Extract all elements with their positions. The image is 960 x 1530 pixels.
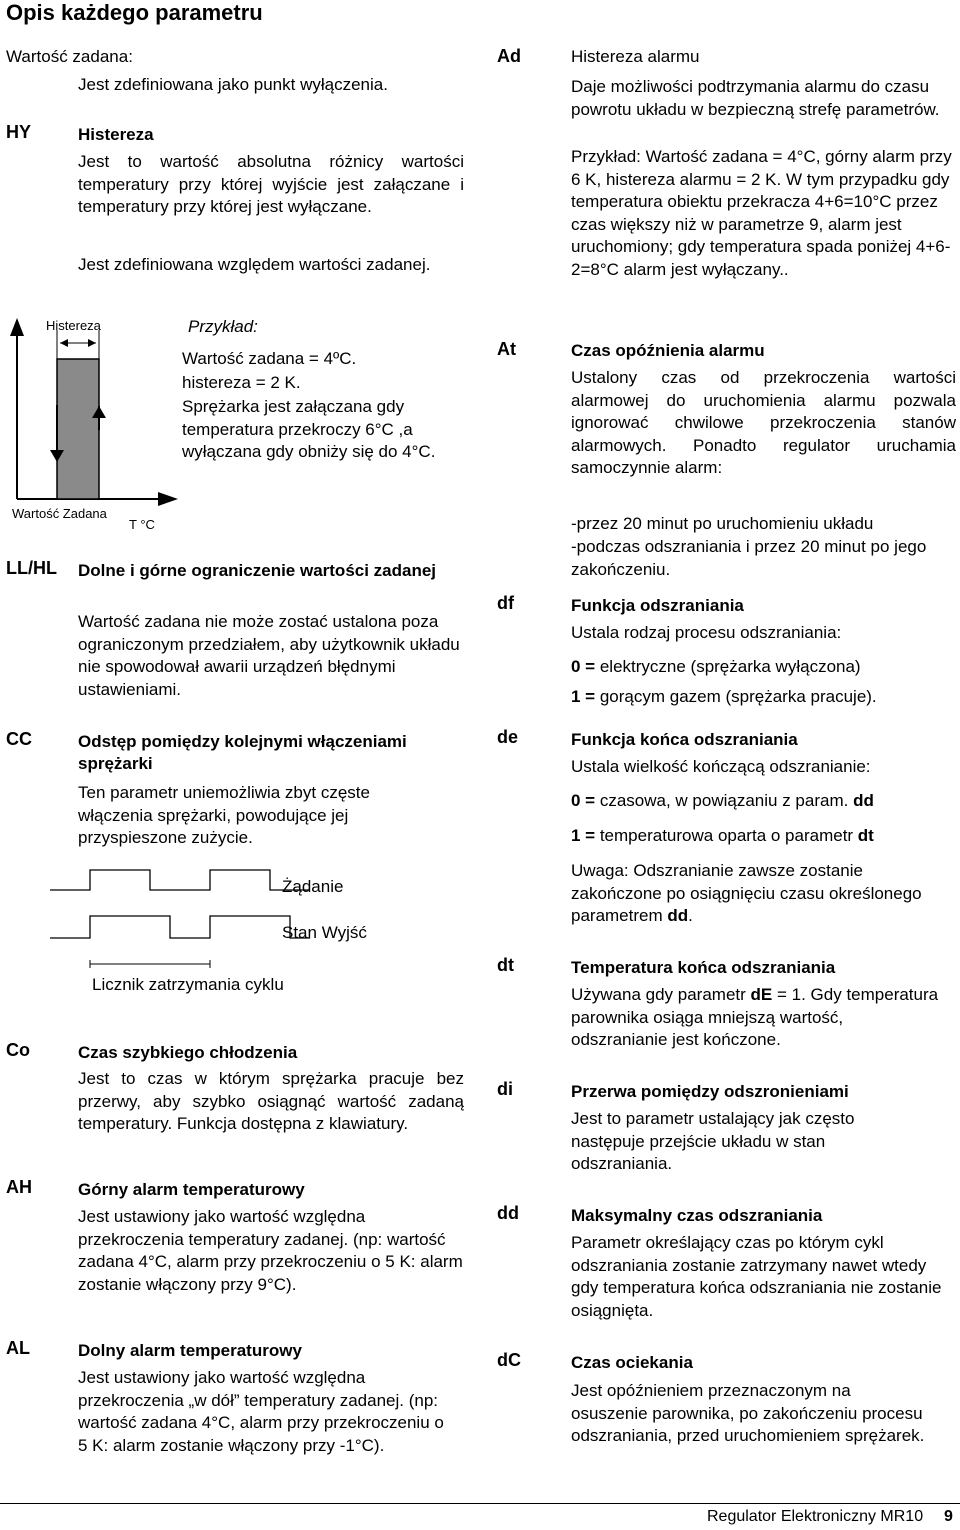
df-option-0-text: elektryczne (sprężarka wyłączona)	[595, 657, 861, 676]
di-key: di	[497, 1079, 513, 1099]
de-note-end: .	[688, 906, 693, 925]
de-desc: Ustala wielkość kończącą odszranianie:	[571, 757, 871, 776]
de-option-1-param: dt	[857, 826, 874, 845]
timing-label-output: Stan Wyjść	[282, 923, 367, 942]
ad-desc: Daje możliwości podtrzymania alarmu do czasu powrotu układu w bezpieczną strefę parametrów.	[571, 77, 940, 119]
example-line-1: Wartość zadana = 4ºC.	[182, 349, 357, 368]
al-desc: Jest ustawiony jako wartość względna przekroczenia „w dół” temperatury zadanej. (np: wartość zadana 4°C, alarm przy przekroczeniu o 5 K: alarm zostanie włączony przy -1°C).	[78, 1368, 444, 1455]
example-line-2: histereza = 2 K.	[182, 373, 301, 392]
at-item-1: -przez 20 minut po uruchomieniu układu	[571, 514, 874, 533]
ad-key: Ad	[497, 46, 521, 66]
df-option-1-code: 1 =	[571, 687, 596, 706]
dd-heading: Maksymalny czas odszraniania	[571, 1206, 823, 1225]
de-option-1-text: temperaturowa oparta o parametr	[595, 826, 858, 845]
df-option-0	[571, 656, 861, 679]
de-key: de	[497, 727, 519, 747]
hy-desc-2: Jest zdefiniowana względem wartości zadanej.	[78, 255, 431, 274]
de-note-text: Uwaga: Odszranianie zawsze zostanie zakończone po osiągnięciu czasu określonego parametrem	[571, 861, 922, 925]
timing-label-demand: Żądanie	[282, 877, 344, 896]
cc-key: CC	[6, 729, 32, 749]
cc-heading: Odstęp pomiędzy kolejnymi włączeniami sprężarki	[78, 732, 407, 773]
dd-desc: Parametr określający czas po którym cykl odszraniania zostanie zatrzymany nawet wtedy gdy temperatura końca odszraniania nie zostanie osiągnięta.	[571, 1233, 942, 1320]
de-note-param: dd	[667, 906, 689, 925]
df-desc: Ustala rodzaj procesu odszraniania:	[571, 623, 842, 642]
de-note	[571, 860, 931, 928]
de-option-1	[571, 825, 874, 848]
ah-key: AH	[6, 1177, 32, 1197]
df-heading: Funkcja odszraniania	[571, 596, 744, 615]
at-item-2: -podczas odszraniania i przez 20 minut po jego zakończeniu.	[571, 537, 927, 579]
cc-desc: Ten parametr uniemożliwia zbyt częste włączenia sprężarki, powodujące jej przyspieszone zużycie.	[78, 783, 370, 847]
hy-key: HY	[6, 122, 32, 142]
footer-divider	[0, 1503, 960, 1504]
at-desc: Ustalony czas od przekroczenia wartości alarmowej do uruchomienia alarmu pozwala ignorować chwilowe przekroczenia stanów alarmowych. Ponadto regulator uruchamia samoczynnie alarm:	[571, 368, 956, 477]
footer-title: Regulator Elektroniczny MR10	[707, 1508, 924, 1525]
setpoint-axis-label: Wartość Zadana	[12, 506, 107, 521]
de-heading: Funkcja końca odszraniania	[571, 730, 798, 749]
hysteresis-label: Histereza	[46, 318, 101, 333]
setpoint-label: Wartość zadana:	[6, 47, 133, 66]
al-heading: Dolny alarm temperaturowy	[78, 1341, 302, 1360]
dt-desc-c: = 1. Gdy temperatura parownika osiąga mniejszą wartość, odszranianie jest kończone.	[571, 985, 939, 1049]
dt-desc-param: dE	[750, 985, 773, 1004]
df-option-1	[571, 686, 877, 709]
page-number: 9	[944, 1508, 953, 1525]
al-key: AL	[6, 1338, 30, 1358]
llhl-key: LL/HL	[6, 558, 57, 578]
llhl-heading: Dolne i górne ograniczenie wartości zadanej	[78, 561, 437, 580]
df-key: df	[497, 593, 514, 613]
dt-heading: Temperatura końca odszraniania	[571, 958, 836, 977]
llhl-desc: Wartość zadana nie może zostać ustalona poza ograniczonym przedziałem, aby użytkownik układu nie spowodował awarii urządzeń błędnymi ustawieniami.	[78, 612, 460, 699]
co-desc: Jest to czas w którym sprężarka pracuje bez przerwy, aby szybko osiągnąć wartość zadaną temperatury. Funkcja dostępna z klawiatury.	[78, 1069, 464, 1133]
timing-label-counter: Licznik zatrzymania cyklu	[92, 975, 284, 994]
de-option-0-text: czasowa, w powiązaniu z param.	[595, 791, 854, 810]
co-key: Co	[6, 1040, 30, 1060]
ad-example: Przykład: Wartość zadana = 4°C, górny alarm przy 6 K, histereza alarmu = 2 K. W tym przypadku gdy temperatura obiektu przekracza 4+6=10°C przez czas większy niż w parametrze 9, alarm jest uruchomiony; gdy temperatura spada poniżej 4+6-2=8°C alarm jest wyłączany..	[571, 147, 952, 279]
hy-heading: Histereza	[78, 125, 154, 144]
di-heading: Przerwa pomiędzy odszronieniami	[571, 1082, 849, 1101]
setpoint-desc: Jest zdefiniowana jako punkt wyłączenia.	[78, 75, 388, 94]
dd-key: dd	[497, 1203, 519, 1223]
page-title: Opis każdego parametru	[6, 0, 263, 25]
df-option-0-code: 0 =	[571, 657, 596, 676]
de-option-0-code: 0 =	[571, 791, 596, 810]
di-desc: Jest to parametr ustalający jak często następuje przejście układu w stan odszraniania.	[571, 1109, 855, 1173]
temperature-axis-label: T °C	[129, 517, 155, 532]
dt-desc-a: Używana gdy parametr	[571, 985, 751, 1004]
hy-desc: Jest to wartość absolutna różnicy wartości temperatury przy której wyjście jest załączane i temperatury przy której jest wyłączane.	[78, 152, 464, 216]
de-option-1-code: 1 =	[571, 826, 596, 845]
dt-desc	[571, 984, 941, 1052]
dc-desc: Jest opóźnieniem przeznaczonym na osuszenie parownika, po zakończeniu procesu odszraniania, przed uruchomieniem sprężarek.	[571, 1381, 925, 1445]
at-heading: Czas opóźnienia alarmu	[571, 341, 765, 360]
hysteresis-diagram	[0, 310, 190, 540]
ad-heading: Histereza alarmu	[571, 47, 700, 66]
example-line-3: Sprężarka jest załączana gdy temperatura przekroczy 6°C ,a wyłączana gdy obniży się do 4°C.	[182, 397, 436, 461]
ah-heading: Górny alarm temperaturowy	[78, 1180, 305, 1199]
dc-heading: Czas ociekania	[571, 1353, 693, 1372]
dt-key: dt	[497, 955, 514, 975]
example-heading: Przykład:	[188, 317, 258, 336]
de-option-0-param: dd	[853, 791, 874, 810]
df-option-1-text: gorącym gazem (sprężarka pracuje).	[595, 687, 877, 706]
at-key: At	[497, 339, 516, 359]
dc-key: dC	[497, 1350, 521, 1370]
co-heading: Czas szybkiego chłodzenia	[78, 1043, 298, 1062]
de-option-0	[571, 790, 874, 813]
ah-desc: Jest ustawiony jako wartość względna przekroczenia temperatury zadanej. (np: wartość zadana 4°C, alarm przy przekroczeniu o 5 K: alarm zostanie włączony przy 9°C).	[78, 1207, 463, 1294]
